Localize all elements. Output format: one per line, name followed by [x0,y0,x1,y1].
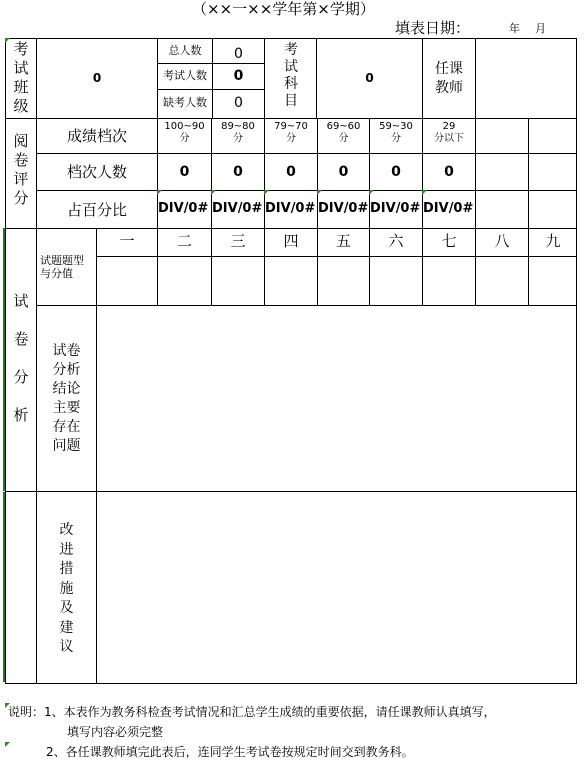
question-number-header: 一 [119,232,135,250]
question-number-header: 六 [388,232,404,250]
cell-flag-icon [157,190,162,195]
band-percentage-value: #DIV/0 [318,201,369,216]
cell-flag-icon [317,190,322,195]
question-number-header: 二 [176,232,192,250]
band-percentage-value: #DIV/0 [265,201,316,216]
form-title: （××一××学年第×学期） [192,0,375,18]
question-number-header: 五 [335,232,351,250]
question-number-header: 八 [494,232,510,250]
question-type-score-label: 试题题型 与分值 [40,254,84,280]
conclusion-label: 试卷 分析 结论 主要 存在 问题 [52,343,81,454]
grading-section-label: 阅 卷 评 分 [13,132,29,207]
row-marker-bar [3,492,5,682]
note-line-1: 说明：1、本表作为教务科检查考试情况和汇总学生成绩的重要依据，请任课教师认真填写， [8,705,496,719]
grade-band-header: 69~60 分 [326,121,361,144]
total-count-value[interactable]: 0 [234,46,243,62]
row-marker-bar [3,228,5,491]
question-number-header: 四 [283,232,299,250]
band-count-label: 档次人数 [66,163,127,181]
fill-date-label: 填表日期： [395,19,471,37]
exam-subject-label: 考 试 科 目 [284,42,298,109]
cell-flag-icon [422,190,427,195]
band-count-value[interactable]: 0 [179,164,190,180]
percentage-label: 占百分比 [66,201,127,219]
teacher-label: 任课 教师 [435,61,463,96]
exam-subject-value[interactable]: 0 [365,71,374,85]
grade-band-header: 79~70 分 [274,121,308,144]
grade-band-header: 59~30 分 [379,121,413,144]
exam-class-value[interactable]: 0 [92,71,102,85]
band-count-value[interactable]: 0 [286,164,296,180]
exam-count-value[interactable]: 0 [233,68,244,84]
improvement-input-area[interactable] [97,492,576,683]
paper-analysis-section-label: 试 卷 分 析 [13,292,29,424]
question-number-header: 七 [441,232,457,250]
band-percentage-value: #DIV/0 [212,201,263,216]
grade-band-header: 29 分以下 [434,121,464,144]
conclusion-input-area[interactable] [97,306,576,491]
band-count-value[interactable]: 0 [233,164,243,180]
band-count-value[interactable]: 0 [391,164,401,180]
cell-flag-icon [211,190,216,195]
band-percentage-value: #DIV/0 [423,201,474,216]
band-percentage-value: #DIV/0 [158,201,209,216]
cell-flag-icon [369,190,374,195]
fill-date-month: 月 [535,22,546,35]
cell-flag-icon [264,190,269,195]
improvement-label: 改 进 措 施 及 建 议 [59,522,74,655]
grade-bands-label: 成绩档次 [66,127,127,145]
question-number-header: 三 [230,232,246,250]
question-number-header: 九 [545,232,561,250]
band-count-value[interactable]: 0 [444,164,454,180]
cell-flag-icon [5,742,10,747]
grade-band-header: 100~90 分 [164,121,205,144]
exam-class-label: 考 试 班 级 [13,40,29,115]
fill-date-year: 年 [509,22,520,35]
note-line-3: 2、各任课教师填完此表后，连同学生考试卷按规定时间交到教务科。 [46,745,414,759]
absent-count-value[interactable]: 0 [234,95,243,111]
exam-count-label: 考试人数 [163,69,207,82]
note-line-2: 填写内容必须完整 [67,725,164,739]
band-count-value[interactable]: 0 [338,164,349,180]
band-percentage-value: #DIV/0 [370,201,421,216]
grade-band-header: 89~80 分 [221,121,255,144]
absent-count-label: 缺考人数 [163,96,207,109]
total-count-label: 总人数 [168,44,202,57]
